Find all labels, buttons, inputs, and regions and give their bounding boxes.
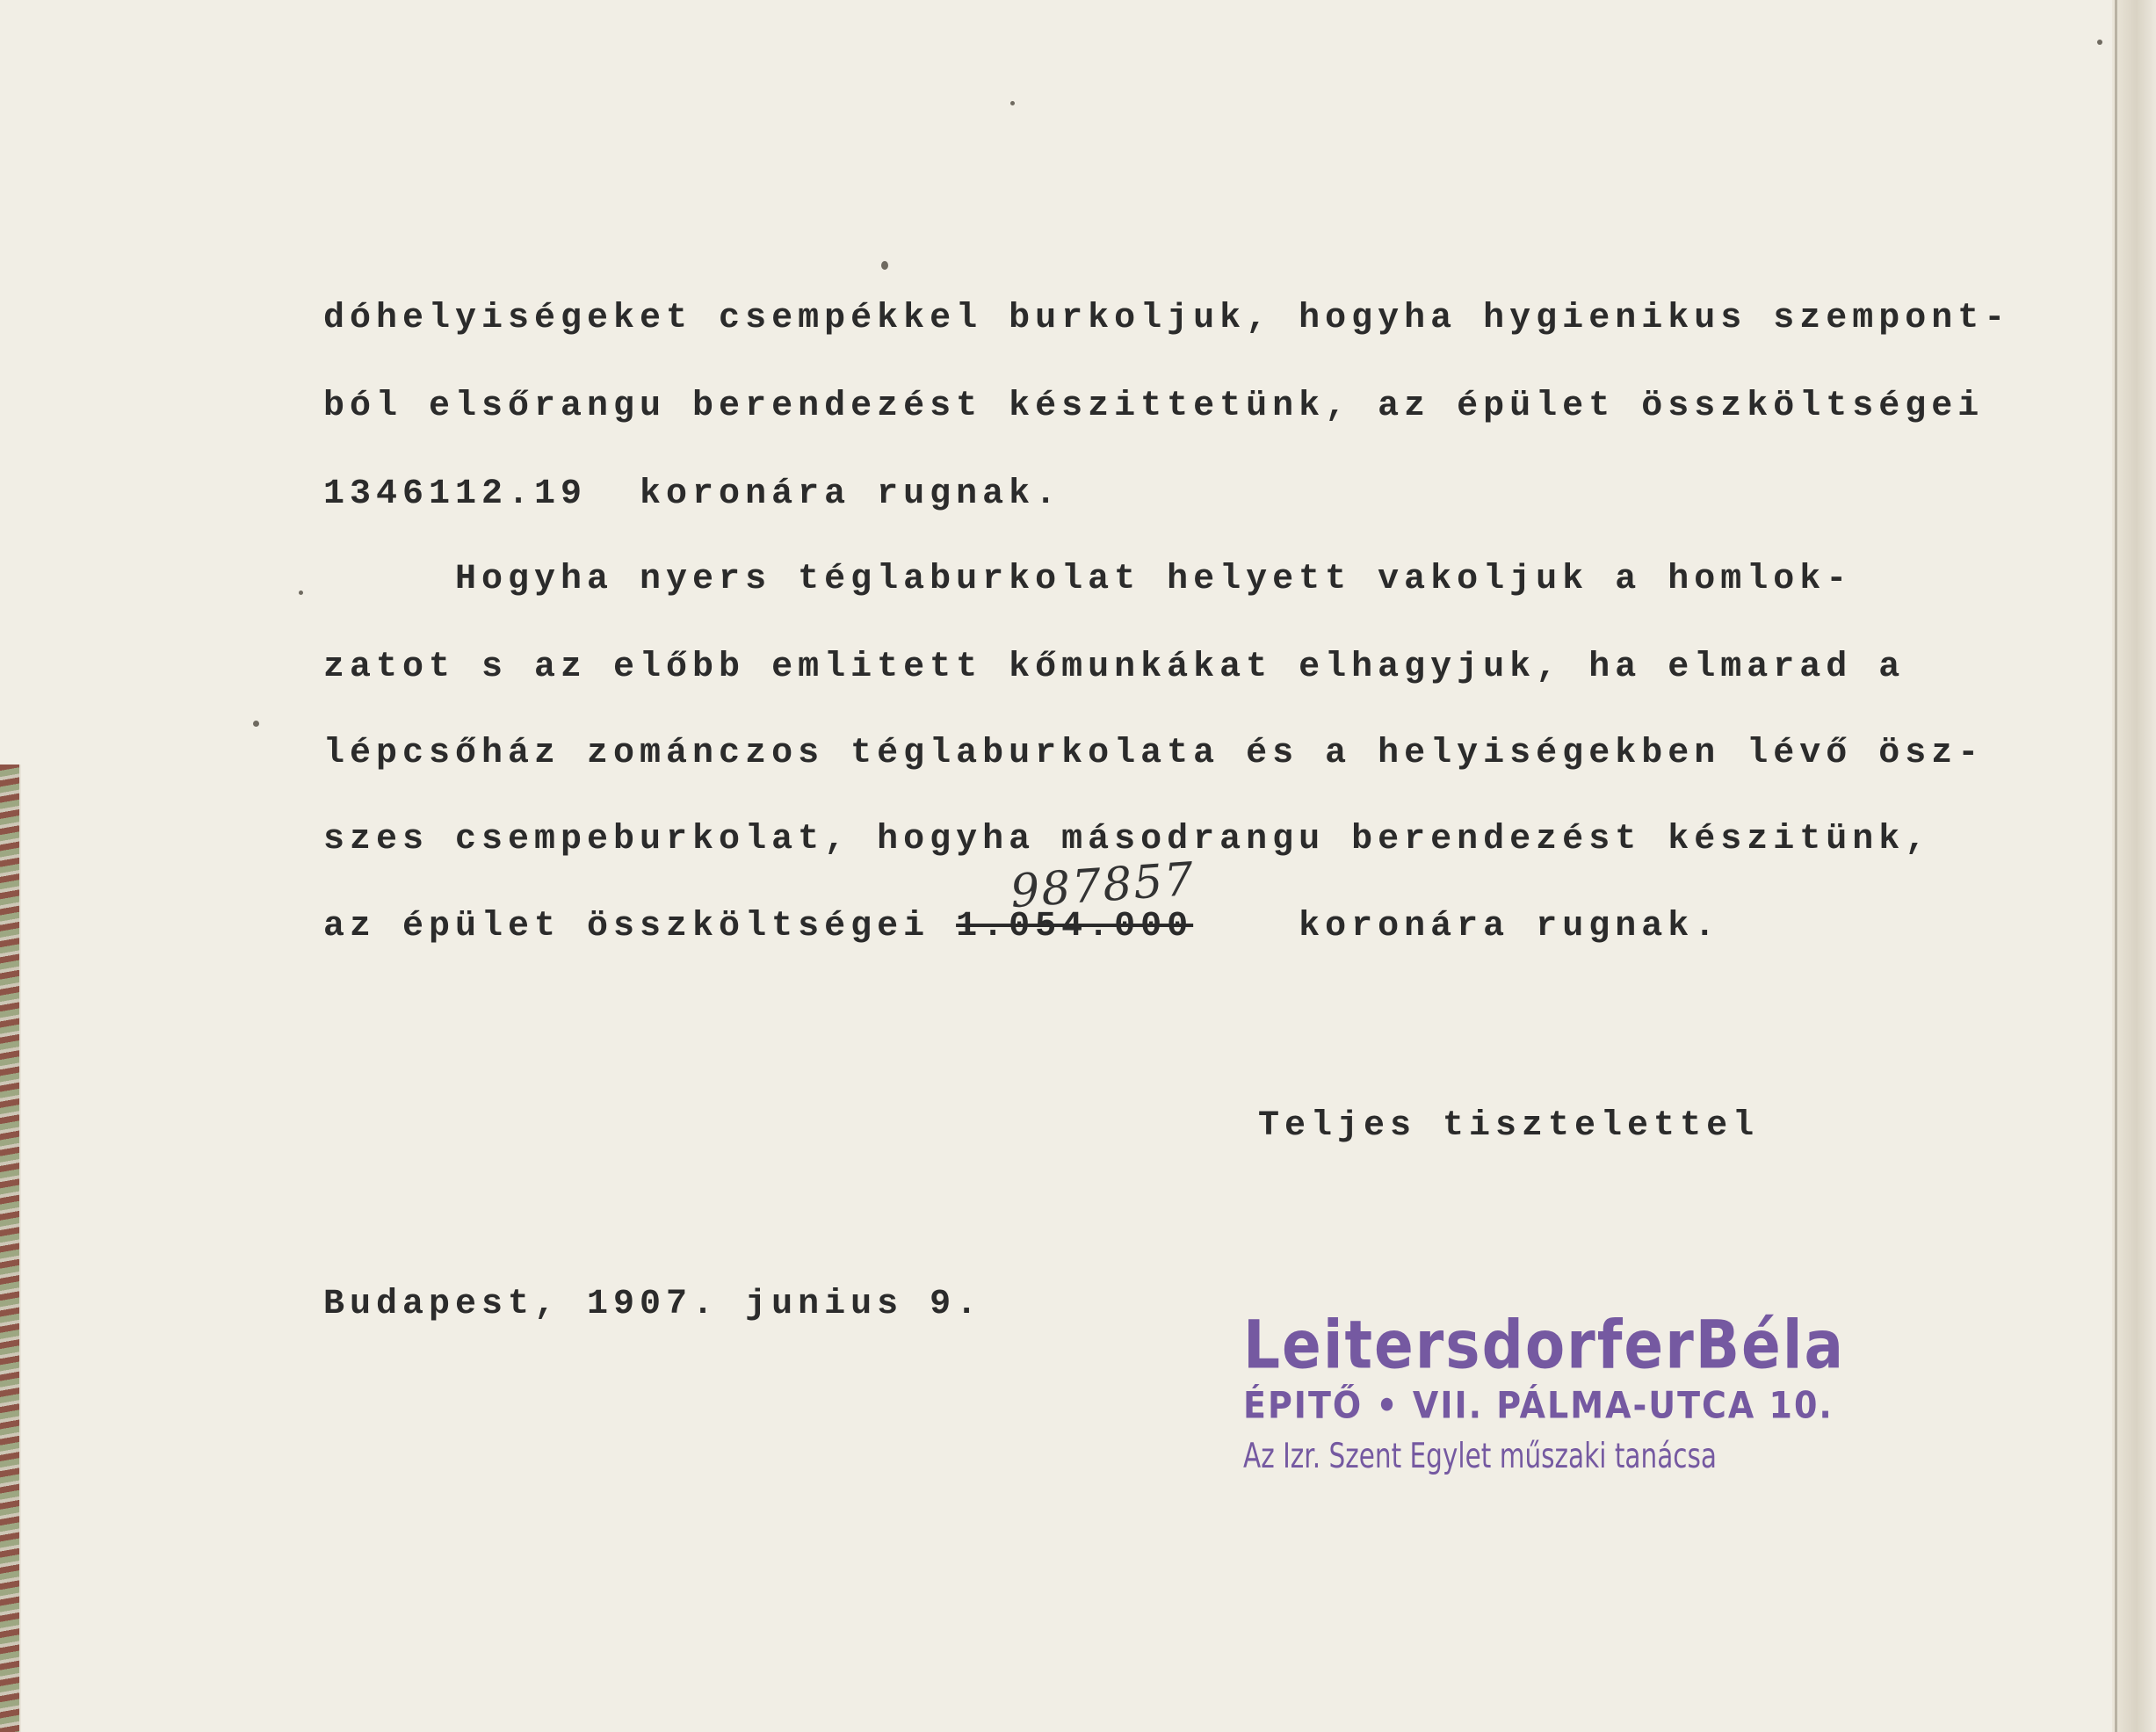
paper-speck	[299, 591, 303, 595]
stamp-subtitle: Az Izr. Szent Egylet műszaki tanácsa	[1243, 1436, 1717, 1476]
line5-prefix: az épület összköltségei	[323, 907, 957, 946]
stamp-name: LeitersdorferBéla	[1243, 1306, 1845, 1385]
struck-amount: 1.054.000	[956, 907, 1194, 946]
handwritten-correction: 987857	[1009, 852, 1197, 919]
paper-speck	[253, 721, 259, 727]
binding-string	[0, 765, 21, 1732]
paragraph2-line4: szes csempeburkolat, hogyha másodrangu berendezést készitünk,	[323, 820, 1932, 859]
paragraph2-line2: zatot s az előbb emlitett kőmunkákat elhagyjuk, ha elmarad a	[323, 648, 1906, 687]
page-edge-shadow	[2112, 0, 2156, 1732]
paper-speck	[881, 261, 888, 270]
line5-suffix: koronára rugnak.	[1193, 907, 1721, 946]
place-date: Budapest, 1907. junius 9.	[323, 1285, 983, 1324]
paragraph1-line3: 1346112.19 koronára rugnak.	[323, 475, 1062, 514]
paragraph2-line3: lépcsőház zománczos téglaburkolata és a helyiségekben lévő ösz-	[323, 734, 1985, 773]
closing-salutation: Teljes tisztelettel	[1258, 1106, 1760, 1146]
paragraph2-line1: Hogyha nyers téglaburkolat helyett vakoljuk a homlok-	[323, 560, 1853, 599]
paper-speck	[2097, 40, 2102, 45]
paper-speck	[1010, 101, 1015, 105]
page-edge-line	[2115, 0, 2117, 1732]
paragraph1-line1: dóhelyiségeket csempékkel burkoljuk, hogyha hygienikus szempont-	[323, 299, 2011, 338]
paragraph1-line2: ból elsőrangu berendezést készittetünk, az épület összköltségei	[323, 387, 1985, 426]
stamp-address: ÉPITŐ • VII. PÁLMA-UTCA 10.	[1243, 1383, 1834, 1426]
architect-stamp	[1243, 1306, 1845, 1476]
